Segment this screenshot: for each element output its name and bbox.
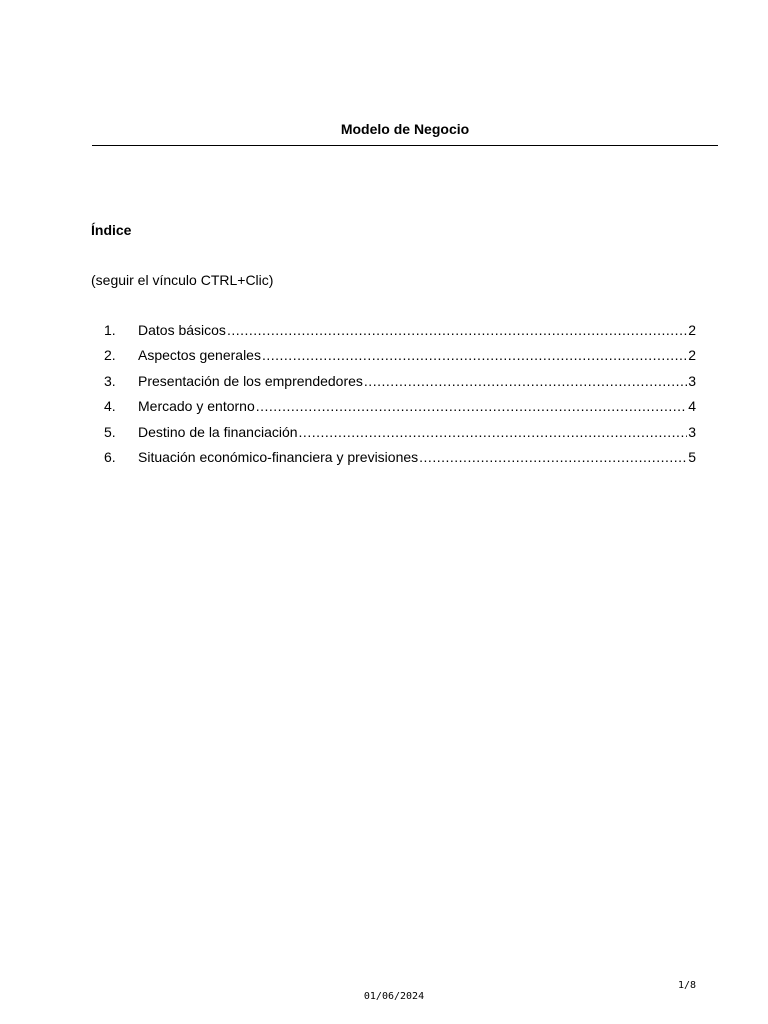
toc-dot-leader — [419, 448, 687, 466]
toc-item-aspectos-generales[interactable] — [104, 346, 696, 371]
toc-item-number: 1. — [104, 322, 116, 338]
toc-item-page: 4 — [688, 398, 696, 415]
toc-dot-leader — [256, 397, 687, 415]
toc-dot-leader — [262, 346, 687, 364]
title-divider — [92, 145, 718, 146]
toc-item-datos-basicos[interactable] — [104, 321, 696, 346]
toc-dot-leader — [299, 423, 688, 441]
link-instruction: (seguir el vínculo CTRL+Clic) — [91, 272, 274, 288]
toc-item-page: 3 — [688, 423, 696, 440]
toc-item-presentacion-emprendedores[interactable] — [104, 372, 696, 397]
toc-dot-leader — [364, 372, 687, 390]
page-title: Modelo de Negocio — [340, 121, 470, 137]
toc-item-label: Mercado y entorno — [138, 398, 255, 415]
toc-item-label: Presentación de los emprendedores — [138, 372, 363, 389]
footer-date: 01/06/2024 — [363, 991, 425, 1002]
toc-dot-leader — [227, 321, 687, 339]
toc-item-label: Datos básicos — [138, 322, 226, 338]
toc-item-mercado-entorno[interactable] — [104, 397, 696, 422]
toc-item-destino-financiacion[interactable] — [104, 423, 696, 448]
toc-item-page: 2 — [688, 322, 696, 338]
toc-item-label: Destino de la financiación — [138, 423, 298, 440]
toc-item-label: Situación económico-financiera y previsiones — [138, 448, 419, 465]
toc-item-number: 4. — [104, 398, 116, 415]
toc-item-situacion-economico-financiera[interactable] — [104, 448, 696, 473]
toc-item-page: 5 — [688, 448, 696, 465]
toc-item-number: 5. — [104, 423, 116, 440]
toc-item-page: 2 — [688, 347, 696, 364]
toc-item-number: 3. — [104, 372, 116, 389]
toc-item-page: 3 — [688, 372, 696, 389]
toc-item-number: 2. — [104, 347, 116, 364]
page-number: 1/8 — [677, 980, 696, 991]
table-of-contents — [104, 321, 696, 473]
index-heading: Índice — [91, 222, 132, 238]
toc-item-label: Aspectos generales — [138, 347, 261, 364]
toc-item-number: 6. — [104, 448, 116, 465]
